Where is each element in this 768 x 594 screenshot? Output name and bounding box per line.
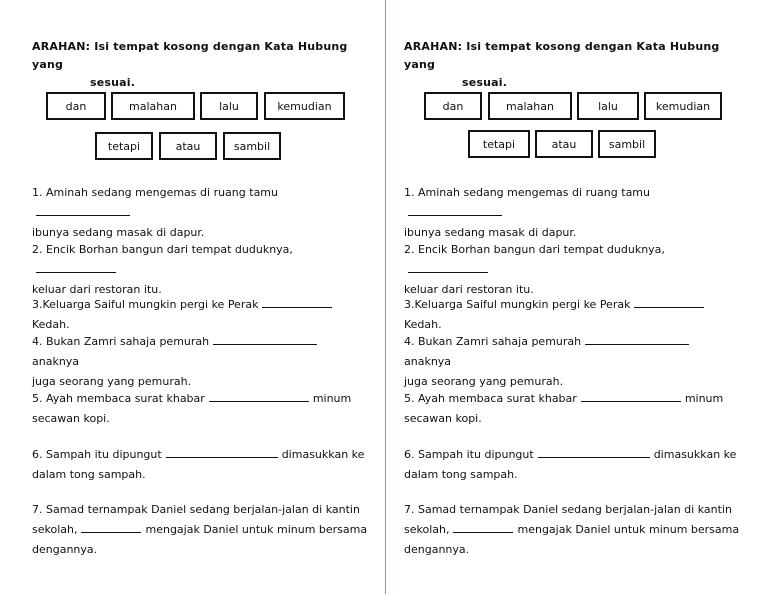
answer-blank[interactable]: [213, 333, 317, 345]
answer-blank[interactable]: [36, 261, 116, 273]
answer-blank[interactable]: [634, 296, 704, 308]
question-text: 1. Aminah sedang mengemas di ruang tamu: [32, 186, 278, 199]
question-text: 7. Samad ternampak Daniel sedang berjalan-jalan di kantin: [404, 503, 732, 516]
word-box-dan: dan: [424, 92, 482, 120]
question-7: [404, 500, 740, 560]
question-text: 4. Bukan Zamri sahaja pemurah: [32, 335, 210, 348]
question-text: 5. Ayah membaca surat khabar: [32, 392, 205, 405]
word-box-atau: atau: [159, 132, 217, 160]
question-5: [404, 389, 740, 429]
question-text-line2-after: mengajak Daniel untuk minum bersama: [145, 523, 368, 536]
answer-blank[interactable]: [538, 446, 650, 458]
instruction-title: [404, 38, 740, 92]
word-box-tetapi: tetapi: [95, 132, 153, 160]
question-6: [32, 445, 368, 485]
question-text: 3.Keluarga Saiful mungkin pergi ke Perak: [32, 298, 259, 311]
question-text-line3: dengannya.: [32, 543, 98, 556]
instruction-line-2: sesuai.: [462, 76, 508, 89]
question-text-after: Kedah.: [404, 318, 442, 331]
question-4: [404, 332, 740, 392]
question-text-line2: ibunya sedang masak di dapur.: [404, 226, 577, 239]
question-5: [32, 389, 368, 429]
answer-blank[interactable]: [81, 521, 141, 533]
question-text-line2: secawan kopi.: [404, 412, 482, 425]
word-box-sambil: sambil: [223, 132, 281, 160]
question-text: 6. Sampah itu dipungut: [404, 448, 534, 461]
question-1: [404, 183, 740, 243]
question-text-after: Kedah.: [32, 318, 70, 331]
answer-blank[interactable]: [166, 446, 278, 458]
question-text-after: dimasukkan ke: [281, 448, 365, 461]
word-box-kemudian: kemudian: [644, 92, 722, 120]
question-2: [404, 240, 740, 300]
word-box-kemudian: kemudian: [264, 92, 345, 120]
question-text-line2: dalam tong sampah.: [32, 468, 146, 481]
question-1: [32, 183, 368, 243]
word-box-atau: atau: [535, 130, 593, 158]
instruction-line-2: sesuai.: [90, 76, 136, 89]
answer-blank[interactable]: [262, 296, 332, 308]
question-text: 2. Encik Borhan bangun dari tempat duduknya,: [404, 243, 665, 256]
question-text-line2: dalam tong sampah.: [404, 468, 518, 481]
question-2: [32, 240, 368, 300]
word-box-malahan: malahan: [488, 92, 572, 120]
worksheet-left: [28, 0, 368, 594]
instruction-line-1: ARAHAN: Isi tempat kosong dengan Kata Hubung yang: [32, 40, 348, 71]
question-7: [32, 500, 368, 560]
instruction-line-1: ARAHAN: Isi tempat kosong dengan Kata Hubung yang: [404, 40, 720, 71]
question-text-line2: secawan kopi.: [32, 412, 110, 425]
instruction-title: [32, 38, 368, 92]
question-text-after: anaknya: [404, 355, 452, 368]
answer-blank[interactable]: [585, 333, 689, 345]
answer-blank[interactable]: [453, 521, 513, 533]
word-box-malahan: malahan: [111, 92, 195, 120]
word-box-dan: dan: [46, 92, 106, 120]
question-text-after: dimasukkan ke: [653, 448, 737, 461]
question-4: [32, 332, 368, 392]
question-text-line2: juga seorang yang pemurah.: [404, 375, 564, 388]
question-text: 5. Ayah membaca surat khabar: [404, 392, 577, 405]
answer-blank[interactable]: [36, 204, 130, 216]
question-6: [404, 445, 740, 485]
question-text: 1. Aminah sedang mengemas di ruang tamu: [404, 186, 650, 199]
page-divider: [385, 0, 386, 594]
question-text: 2. Encik Borhan bangun dari tempat duduknya,: [32, 243, 293, 256]
question-text-line2: juga seorang yang pemurah.: [32, 375, 192, 388]
question-text: 4. Bukan Zamri sahaja pemurah: [404, 335, 582, 348]
word-box-sambil: sambil: [598, 130, 656, 158]
word-box-lalu: lalu: [577, 92, 639, 120]
question-3: [404, 295, 740, 335]
question-text-line2: sekolah,: [32, 523, 78, 536]
answer-blank[interactable]: [408, 204, 502, 216]
question-text-after: anaknya: [32, 355, 80, 368]
question-text-line3: dengannya.: [404, 543, 470, 556]
question-text: 6. Sampah itu dipungut: [32, 448, 162, 461]
question-text-line2: ibunya sedang masak di dapur.: [32, 226, 205, 239]
worksheet-right: [400, 0, 740, 594]
question-3: [32, 295, 368, 335]
answer-blank[interactable]: [408, 261, 488, 273]
question-text-line2: keluar dari restoran itu.: [32, 283, 162, 296]
answer-blank[interactable]: [209, 390, 309, 402]
question-text-after: minum: [312, 392, 352, 405]
question-text-line2: keluar dari restoran itu.: [404, 283, 534, 296]
question-text-after: minum: [684, 392, 724, 405]
word-box-tetapi: tetapi: [468, 130, 530, 158]
question-text: 7. Samad ternampak Daniel sedang berjalan-jalan di kantin: [32, 503, 360, 516]
question-text-line2-after: mengajak Daniel untuk minum bersama: [517, 523, 740, 536]
word-box-lalu: lalu: [200, 92, 258, 120]
question-text-line2: sekolah,: [404, 523, 450, 536]
answer-blank[interactable]: [581, 390, 681, 402]
question-text: 3.Keluarga Saiful mungkin pergi ke Perak: [404, 298, 631, 311]
